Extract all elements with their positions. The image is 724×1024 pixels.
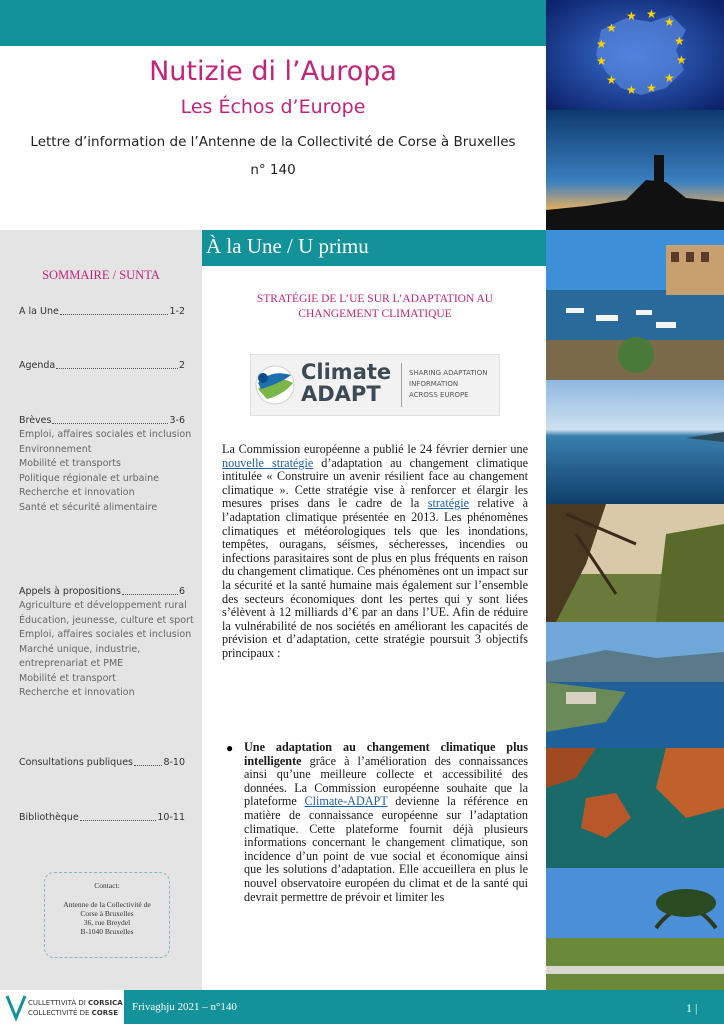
objective-bullet (244, 741, 528, 904)
contact-label: Contact: (94, 881, 120, 890)
page-number: 1 | (686, 1001, 698, 1015)
footer-logo-text (28, 998, 123, 1018)
svg-text:★: ★ (664, 71, 675, 85)
toc-subitem: entreprenariat et PME (19, 658, 124, 669)
logo-text-bold: CORSICA (88, 999, 123, 1007)
toc-leader (80, 812, 157, 821)
toc-page: 10-11 (157, 812, 185, 823)
toc-page: 2 (178, 360, 185, 371)
climate-adapt-logo (250, 354, 500, 416)
toc-leader (122, 586, 178, 595)
toc-sublist-breves (19, 428, 199, 515)
logo-tagline (409, 368, 487, 401)
toc-label: Agenda (19, 360, 56, 371)
footer-logo (0, 990, 124, 1024)
footer-issue: Frivaghju 2021 – n°140 (132, 1001, 237, 1013)
coast-bay-photo (546, 622, 724, 748)
bullet-heading: Une adaptation au changement climatique plus intelligente (244, 740, 528, 768)
logo-name-line: Climate (301, 360, 392, 384)
toc-item-appels[interactable] (19, 586, 185, 597)
lighthouse-tree-photo (546, 868, 724, 990)
svg-text:★: ★ (664, 15, 675, 29)
svg-text:★: ★ (596, 54, 607, 68)
svg-text:★: ★ (606, 21, 617, 35)
toc-subitem: Recherche et innovation (19, 687, 135, 698)
climate-adapt-link[interactable]: Climate-ADAPT (304, 794, 388, 809)
paragraph-text: d’adaptation au changement climatique intitulée « Construire un avenir résilient face au changement climatique ». Cette stratégie vise à renforcer et élargir les mesures prises dans le cadre de la (222, 455, 528, 511)
contact-line: B-1040 Bruxelles (80, 927, 134, 936)
strategie-link[interactable]: stratégie (427, 496, 470, 511)
svg-text:★: ★ (674, 34, 685, 48)
toc-label: À la Une (19, 306, 59, 317)
contact-line: 36, rue Breydel (83, 918, 131, 927)
toc-subitem: Marché unique, industrie, (19, 643, 141, 655)
toc-page: 8-10 (163, 757, 185, 768)
logo-divider (401, 363, 402, 407)
logo-tag-line: INFORMATION (409, 380, 459, 388)
top-teal-bar (0, 0, 546, 46)
climate-adapt-emblem-icon (253, 363, 299, 407)
toc-label: Bibliothèque (19, 812, 79, 823)
toc-label: Consultations publiques (19, 757, 133, 768)
toc-subitem: Mobilité et transport (19, 672, 117, 684)
toc-subitem: Environnement (19, 443, 92, 455)
toc-page: 3-6 (169, 415, 185, 426)
toc-subitem: Éducation, jeunesse, culture et sport (19, 614, 194, 626)
toc-item-bibliotheque[interactable] (19, 812, 185, 823)
toc-subitem: Emploi, affaires sociales et inclusion (19, 629, 192, 640)
bullet-icon: ● (226, 741, 234, 755)
svg-text:★: ★ (606, 73, 617, 87)
sommaire-heading: SOMMAIRE / SUNTA (42, 268, 160, 282)
toc-subitem: Mobilité et transports (19, 458, 121, 469)
red-rocks-photo (546, 748, 724, 868)
toc-leader (52, 415, 168, 424)
toc-subitem: Emploi, affaires sociales et inclusion (19, 429, 192, 440)
logo-tag-line: SHARING ADAPTATION (409, 369, 488, 377)
toc-sublist-appels (19, 599, 199, 701)
toc-label: Brèves (19, 415, 52, 426)
toc-item-agenda[interactable] (19, 360, 185, 371)
svg-text:★: ★ (626, 9, 637, 23)
section-title: À la Une / U primu (206, 234, 369, 258)
tower-sunset-photo (546, 110, 724, 230)
toc-item-consultations[interactable] (19, 757, 185, 768)
toc-leader (134, 757, 162, 766)
toc-subitem: Agriculture et développement rural (19, 600, 187, 611)
toc-item-breves[interactable] (19, 415, 185, 426)
bullet-text: devienne la référence en matière de connaissance européenne sur l’adaptation climatique. Cette plateforme fournit déjà plusieurs informations concernant le changement climatique, son incidence d’un point de vue social et économique ainsi que les solutions d’adaptation. Elle accueillera en plus le nouvel observatoire européen du climat et de la santé qui devrait permettre de prévoir et limiter les (244, 794, 528, 904)
harbour-photo (546, 230, 724, 380)
toc-page: 6 (178, 586, 185, 597)
logo-text-bold: CORSE (91, 1009, 118, 1017)
toc-subitem: Politique régionale et urbaine (19, 472, 160, 484)
toc-leader (56, 360, 178, 369)
newsletter-title: Nutizie di l’Auropa (149, 56, 397, 87)
toc-leader (60, 306, 169, 315)
forest-photo (546, 504, 724, 622)
logo-name-line: ADAPT (301, 382, 381, 406)
nouvelle-strategie-link[interactable]: nouvelle stratégie (222, 455, 314, 470)
toc-item-a-la-une[interactable] (19, 306, 185, 317)
logo-text: CULLETTIVITÀ DI (28, 999, 89, 1007)
issue-number: n° 140 (250, 162, 296, 178)
contact-line: Antenne de la Collectivité de (63, 900, 151, 909)
sea-horizon-photo (546, 380, 724, 504)
contact-box (44, 872, 170, 958)
logo-tag-line: ACROSS EUROPE (409, 391, 469, 399)
bullet-text: grâce à l’amélioration des connaissances ainsi qu’une meilleure collecte et accessibilité des données. La Commission européenne souhaite que la plateforme (244, 753, 528, 809)
toc-page: 1-2 (169, 306, 185, 317)
newsletter-subtitle: Les Échos d’Europe (180, 96, 366, 118)
svg-text:★: ★ (646, 81, 657, 95)
newsletter-tagline: Lettre d’information de l’Antenne de la Collectivité de Corse à Bruxelles (30, 134, 516, 150)
logo-wordmark (301, 361, 391, 405)
contact-line: Corse à Bruxelles (80, 909, 134, 918)
logo-text: COLLECTIVITÉ DE (28, 1009, 92, 1017)
svg-text:★: ★ (626, 83, 637, 97)
svg-text:★: ★ (646, 7, 657, 21)
article-title: STRATÉGIE DE L’UE SUR L’ADAPTATION AU CHANGEMENT CLIMATIQUE (256, 293, 494, 320)
svg-text:★: ★ (676, 53, 687, 67)
corsica-emblem-icon (4, 993, 28, 1021)
toc-subitem: Recherche et innovation (19, 487, 135, 498)
paragraph-text: La Commission européenne a publié le 24 février dernier une (222, 442, 528, 456)
article-paragraph (222, 443, 528, 661)
svg-text:★: ★ (596, 37, 607, 51)
eu-map-photo (546, 0, 724, 110)
paragraph-text: relative à l’adaptation climatique présentée en 2013. Les phénomènes climatiques et météorologiques tels que les inondations, tempêtes, ouragans, séismes, sécheresses, incendies ou infections parasitaires sont de plus en plus fréquents en raison du changement climatique. Ces phénomènes ont un impact sur la sécurité et la santé humaine mais également sur l’ensemble des secteurs économiques dont les pertes qui y sont liées s’élèvent à 12 milliards d’€ par an dans l’UE. Afin de réduire la vulnérabilité de nos sociétés en améliorant les capacités de prévision et d’adaptation, cette stratégie poursuit 3 objectifs principaux : (222, 496, 528, 660)
toc-subitem: Santé et sécurité alimentaire (19, 501, 158, 513)
toc-label: Appels à propositions (19, 586, 121, 597)
